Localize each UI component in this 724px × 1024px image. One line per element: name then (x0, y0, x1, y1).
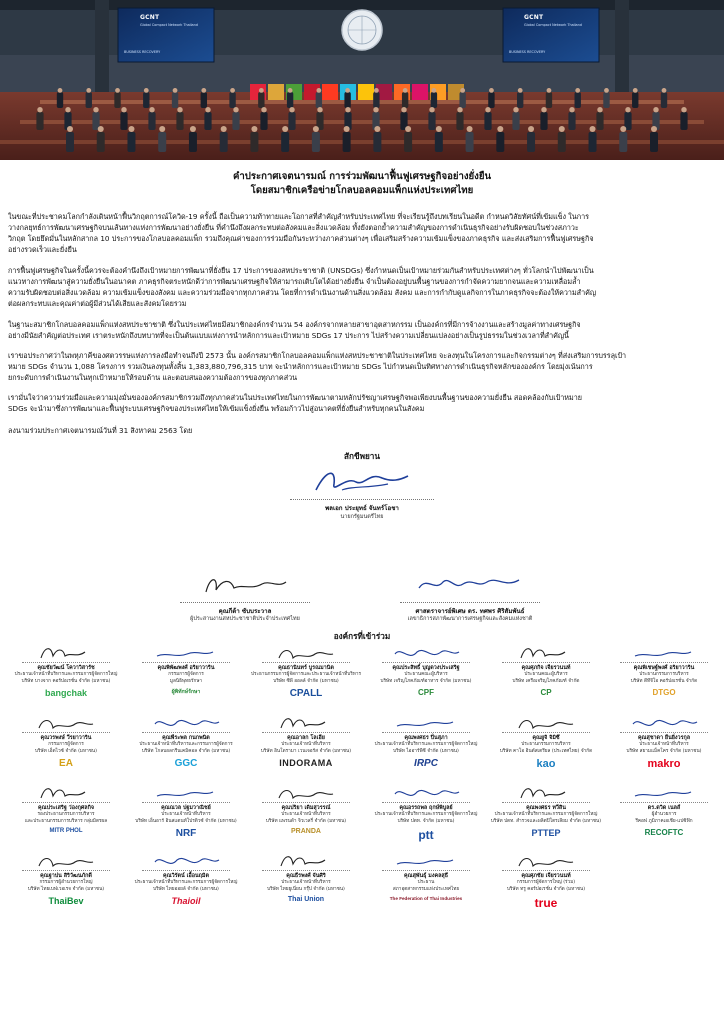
paragraph-line: เรามั่นใจว่าความร่วมมือและความมุ่งมั่นขององค์กรสมาชิกรวมถึงทุกภาคส่วนในประเทศไทยในการพัฒนาตามหลักปรัชญาเศรษฐกิจพอเพียงบนพื้นฐานของความยั่งยืน สอดคล้องกับเป้าหมาย (8, 393, 583, 402)
attendee-figure (127, 126, 135, 152)
signature-line (502, 732, 590, 733)
signature (629, 642, 699, 662)
signatory-name: ดร.ดวิด เนลส์ (647, 805, 681, 811)
attendee-figure (650, 126, 658, 152)
signatory-organization: บริษัท อินโดรามา เวนเจอร์ส จำกัด (มหาชน) (260, 748, 352, 754)
signatory-role: ประธานเจ้าหน้าที่บริหาร (281, 742, 331, 747)
signature-line (502, 802, 590, 803)
signatory-role: ประธานเจ้าหน้าที่บริหาร (161, 812, 211, 817)
witness-right-name: ศาสตราจารย์พิเศษ ดร. ทศพร ศิริสัมพันธ์ (415, 608, 525, 615)
attendee-figure (527, 126, 535, 152)
attendee-figure (281, 126, 289, 152)
signatory-organization: บริษัท ไทยเบฟเวอเรจ จำกัด (มหาชน) (27, 886, 105, 892)
screen-right-subtitle: Global Compact Network Thailand (524, 23, 582, 27)
signature (391, 782, 461, 802)
attendee-figure (176, 107, 183, 130)
paragraph-5 (8, 392, 718, 414)
attendee-figure (632, 88, 638, 108)
signatory-cell (366, 642, 486, 697)
signature-line (262, 662, 350, 663)
signatory-cell (366, 782, 486, 842)
signature-line (502, 662, 590, 663)
paragraph-line: หมาย SDGs จำนวน 1,088 โครงการ รวมเงินลงทุนทั้งสิ้น 1,383,880,796,315 บาท จะนำหลักการและเป้าหมาย SDGs ไปกำหนดเป็นทิศทางการดำเนินธุรกิจหลักขององค์กร โดยมุ่งเน้นการ (8, 362, 593, 371)
attendee-figure (517, 88, 523, 108)
attendee-figure (589, 126, 597, 152)
attendee-figure (288, 107, 295, 130)
signature (511, 712, 581, 732)
signature-line (382, 870, 470, 871)
signatory-cell (126, 642, 246, 696)
signature (271, 642, 341, 662)
attendee-figure (316, 88, 322, 108)
signatory-name: คุณอาลก โลเฮีย (287, 735, 325, 741)
witness-left-name: คุณกีต้า ซับบระวาล (218, 608, 272, 615)
attendee-figure (250, 126, 258, 152)
signatory-cell (6, 642, 126, 698)
attendee-figure (204, 107, 211, 130)
attendee-figure (428, 107, 435, 130)
company-logo: bangchak (44, 688, 87, 699)
company-logo: CPALL (289, 688, 323, 700)
signatory-role: ประธานเจ้าหน้าที่บริหารและกรรมการผู้จัดการใหญ่ (494, 812, 598, 817)
signatory-organization: รีคอฟ ภูมิภาคเอเชีย-แปซิฟิก (635, 818, 693, 824)
signature-line (22, 732, 110, 733)
signature-line (142, 662, 230, 663)
attendee-figure (114, 88, 120, 108)
signatory-cell (486, 782, 606, 838)
company-logo: DTGO (652, 688, 676, 698)
attendee-figure (661, 88, 667, 108)
paragraph-line: วางกลยุทธ์การพัฒนาเศรษฐกิจบนเส้นทางแห่งการพัฒนาอย่างยั่งยืน ที่คำนึงถึงผลกระทบต่อสังคมและสิ่งแวดล้อม ทั้งยังตอกย้ำความสำคัญของการดำเนินธุรกิจอย่างรับผิดชอบในช่วงสภาวะ (8, 223, 579, 232)
signatory-name: คุณชัยวัฒน์ โควาวิสารัช (37, 665, 95, 671)
company-logo: ptt (418, 828, 434, 843)
attendee-figure (488, 88, 494, 108)
signatory-organization: บริษัท ซีพี ออลล์ จำกัด (มหาชน) (273, 678, 339, 684)
signatory-role: ประธานคณะผู้บริหาร (524, 672, 568, 677)
signatory-cell (6, 850, 126, 906)
pm-name: พลเอก ประยุทธ์ จันทร์โอชา (325, 505, 399, 512)
signatory-role: ประธานเจ้าหน้าที่บริหารและกรรมการผู้จัดการใหญ่ (14, 672, 118, 677)
attendee-figure (172, 88, 178, 108)
signatory-name: คุณศุภกิจ เจียรวนนท์ (521, 665, 571, 671)
attendee-figure (66, 126, 74, 152)
signature (511, 850, 581, 870)
attendee-figure (373, 88, 379, 108)
signature (629, 782, 699, 802)
pm-role: นายกรัฐมนตรีไทย (340, 514, 384, 520)
company-logo: ThaiBev (48, 896, 84, 907)
signatory-cell (366, 712, 486, 769)
attendee-figure (201, 88, 207, 108)
signature-line (400, 602, 540, 603)
signatory-name: คุณธีรพงศ์ จันศิริ (286, 873, 326, 879)
signatory-organization: บริษัท เจริญโภคภัณฑ์อาหาร จำกัด (มหาชน) (380, 678, 472, 684)
screen-right-event: BUSINESS RECOVERY (509, 50, 546, 54)
signature-line (22, 870, 110, 871)
signatory-role: ประธานเจ้าหน้าที่บริหารและกรรมการผู้จัดการใหญ่ (374, 812, 478, 817)
pm-signature (312, 464, 412, 498)
attendee-figure (558, 126, 566, 152)
signatory-name: คุณฐาปน สิริวัฒนภักดี (40, 873, 92, 879)
witness-right-signature (415, 570, 525, 600)
attendee-figure (373, 126, 381, 152)
witness-right-role: เลขาธิการสภาพัฒนาการเศรษฐกิจและสังคมแห่งชาติ (407, 616, 533, 622)
paragraph-1 (8, 211, 718, 255)
signatory-cell (6, 712, 126, 769)
signatory-organization: บริษัท ปตท. สำรวจและผลิตปิโตรเลียม จำกัด (มหาชน) (490, 818, 602, 824)
signatory-organization: บริษัท ดีทีจีโอ คอร์ปอเรชั่น จำกัด (630, 678, 698, 684)
attendee-figure (540, 107, 547, 130)
attendee-figure (459, 88, 465, 108)
signature-line (22, 802, 110, 803)
signatory-role: ประธานเจ้าหน้าที่บริหาร (281, 812, 331, 817)
signatory-role: ประธานเจ้าหน้าที่บริหารและกรรมการผู้จัดการใหญ่ (134, 880, 238, 885)
signatory-name: คุณณวล ปฐมวาณิชย์ (161, 805, 211, 811)
paragraph-4 (8, 350, 718, 383)
signatory-name: คุณสุชาดา ยืนยิ่งวรกุล (637, 735, 691, 741)
signature-line (382, 732, 470, 733)
signatory-cell (126, 782, 246, 839)
signatory-name: คุณประสิทธิ์ บุญดวงประเสริฐ (392, 665, 460, 671)
signatory-name: คุณพิเชษฐ์พงศ์ อริยาวาริน (633, 665, 695, 671)
signatory-organization: บริษัท ไออาร์พีซี จำกัด (มหาชน) (393, 748, 459, 754)
signatory-organization: บริษัท เอ็ดไวซ์ จำกัด (มหาชน) (35, 748, 97, 754)
signatory-role: กรรมการผู้จัดการ (48, 742, 84, 747)
signatory-organization: บริษัท เอ็นอาร์ อินสแตนท์โปรดิวซ์ จำกัด (มหาชน) (135, 818, 237, 824)
attendee-figure (287, 88, 293, 108)
signatory-role: ประธาน (417, 880, 435, 885)
signatory-name: คุณธานินทร์ บูรณมานิต (278, 665, 334, 671)
attendee-figure (229, 88, 235, 108)
attendee-figure (189, 126, 197, 152)
signature (511, 782, 581, 802)
signatory-role: ประธานกรรมการบริหาร (639, 672, 689, 677)
company-logo: CPF (418, 688, 434, 698)
attendee-figure (596, 107, 603, 130)
signatory-cell (246, 712, 366, 768)
screen-left-event: BUSINESS RECOVERY (124, 50, 161, 54)
signatory-role: กรรมการผู้อำนวยการใหญ่ (39, 880, 93, 885)
signature (271, 850, 341, 870)
signatory-organization: บริษัท บางจาก คอร์ปอเรชั่น จำกัด (มหาชน) (21, 678, 111, 684)
signatory-organization: บริษัท ไทยออยล์ จำกัด (มหาชน) (153, 886, 219, 892)
signatory-organization: บริษัท ไทยยูเนี่ยน กรุ๊ป จำกัด (มหาชน) (267, 886, 345, 892)
signatory-cell (246, 850, 366, 903)
signatory-role: รองประธานกรรมการบริหาร (37, 812, 95, 817)
company-logo: Thaioil (171, 896, 201, 907)
signatory-role: ประธานกรรมการบริหาร (521, 742, 571, 747)
participating-orgs-label: องค์กรที่เข้าร่วม (333, 631, 391, 641)
attendee-figure (435, 126, 443, 152)
attendee-figure (120, 107, 127, 130)
attendee-figure (456, 107, 463, 130)
signature (391, 712, 461, 732)
signature-line (620, 802, 708, 803)
attendee-figure (546, 88, 552, 108)
paragraph-line: ความรับผิดชอบต่อสิ่งแวดล้อม ความเข้มแข็งของสังคม และความร่วมมือจากทุกภาคส่วน โดยที่การดำเนินงานด้านสิ่งแวดล้อม สังคม และการกำกับดูแลกิจการในภาคธุรกิจจะต้องให้ความสำคัญ (8, 288, 597, 297)
signature-line (22, 662, 110, 663)
signature-line (262, 870, 350, 871)
company-logo: makro (647, 758, 681, 771)
paragraph-line: SDGs จะนำมาซึ่งการพัฒนาและฟื้นฟูระบบเศรษฐกิจของประเทศไทยให้เข้มแข็งยั่งยืน พร้อมก้าวไปสู่อนาคตที่ยั่งยืนสำหรับทุกคนในสังคม (8, 404, 425, 413)
signature (511, 642, 581, 662)
paragraph-line: แนวทางการพัฒนาสู่ความยั่งยืนในอนาคต ภาคธุรกิจตระหนักดีว่าการพัฒนาเศรษฐกิจให้สามารถเติบโตได้อย่างยั่งยืน จำเป็นต้องอยู่บนพื้นฐานของการกำจัดความยากจนและความเหลื่อมล้ำ (8, 277, 581, 286)
paragraph-line: ลงนามร่วมประกาศเจตนารมณ์วันที่ 31 สิงหาคม 2563 โดย (8, 426, 193, 435)
witness-left-signature (200, 572, 290, 600)
signatory-organization: บริษัท ปตท. จำกัด (มหาชน) (397, 818, 455, 824)
company-logo: CP (540, 688, 552, 698)
attendee-figure (603, 88, 609, 108)
signature (391, 642, 461, 662)
signatory-name: คุณพีระพล กนกพนิต (162, 735, 210, 741)
paragraph-line: อย่างรวดเร็วและยั่งยืน (8, 245, 77, 254)
company-logo: EA (59, 758, 73, 770)
signature-line (180, 602, 310, 603)
signatory-cell (486, 642, 606, 697)
signing-date-line (8, 425, 718, 436)
signatory-name: คุณพงศธร ปิ่นสุภา (404, 735, 448, 741)
company-logo: NRF (175, 828, 197, 840)
signature (31, 850, 101, 870)
paragraph-line: เราขอประกาศว่าในพหุภาคีของศตวรรษแห่งการลงมือทำจนถึงปี 2573 นั้น องค์กรสมาชิกโกลบอลคอมแพ็กแห่งสหประชาชาติในประเทศไทย จะลงทุนในโครงการและกิจกรรมต่างๆ ที่ส่งเสริมการบรรลุเป้า (8, 351, 627, 360)
company-logo: true (534, 896, 558, 911)
signatory-role: ประธานเจ้าหน้าที่บริหารและกรรมการผู้จัดการ (139, 742, 233, 747)
attendee-figure (575, 88, 581, 108)
signatory-organization: บริษัท คาโอ อินดัสเตรียล (ประเทศไทย) จำกัด (499, 748, 593, 754)
signatory-cell (366, 850, 486, 901)
company-logo: Thai Union (287, 896, 325, 904)
paragraph-line: ต่อผลกระทบและคุณค่าต่อผู้มีส่วนได้เสียและสังคมโดยรวม (8, 299, 187, 308)
signatory-name: คุณปริยา เดิมสุวรรณ์ (281, 805, 331, 811)
attendee-figure (680, 107, 687, 130)
attendee-figure (312, 126, 320, 152)
signatory-cell (486, 850, 606, 910)
signatory-role: ประธานเจ้าหน้าที่บริหาร (281, 880, 331, 885)
attendee-figure (143, 88, 149, 108)
company-logo: MITR PHOL (49, 828, 83, 835)
paragraph-2 (8, 265, 718, 309)
signatory-name: คุณสุพันธุ์ มงคลสุธี (404, 873, 448, 879)
signatory-role: ประธานคณะผู้บริหาร (404, 672, 448, 677)
attendee-figure (158, 126, 166, 152)
signatory-name: คุณศุภชัย เจียรวนนท์ (521, 873, 571, 879)
signature-line (382, 802, 470, 803)
signature-line (262, 802, 350, 803)
signatory-organization: บริษัท เครือเจริญโภคภัณฑ์ จำกัด (512, 678, 580, 684)
screen-right-title: GCNT (524, 14, 544, 21)
signature-line (620, 732, 708, 733)
signatory-role: ผู้อำนวยการ (651, 812, 677, 817)
signature (31, 782, 101, 802)
signatory-organization: สภาอุตสาหกรรมแห่งประเทศไทย (392, 886, 460, 892)
witness-label: สักขีพยาน (344, 451, 380, 461)
signature-line (382, 662, 470, 663)
signature-line (502, 870, 590, 871)
attendee-figure (404, 126, 412, 152)
attendee-figure (97, 126, 105, 152)
signature-line (142, 732, 230, 733)
attendee-figure (402, 88, 408, 108)
signatory-cell (246, 642, 366, 699)
signatory-organization: บริษัท สยามแม็คโคร จำกัด (มหาชน) (626, 748, 702, 754)
attendee-figure (466, 126, 474, 152)
signature (391, 850, 461, 870)
attendee-figure (568, 107, 575, 130)
company-logo: kao (536, 758, 556, 771)
attendee-figure (344, 88, 350, 108)
signature-line (142, 802, 230, 803)
attendee-figure (619, 126, 627, 152)
company-logo: The Federation of Thai Industries (389, 896, 463, 902)
signatory-name: คุณประเสริฐ ว่องกุศลกิจ (37, 805, 94, 811)
signature (151, 850, 221, 870)
signature (31, 642, 101, 662)
signature-line (620, 662, 708, 663)
attendee-figure (92, 107, 99, 130)
attendee-figure (496, 126, 504, 152)
signature-line (142, 870, 230, 871)
signatory-organization: บริษัท ทรู คอร์ปอเรชั่น จำกัด (มหาชน) (506, 886, 586, 892)
signatory-name: คุณยูจิ จิมิซึ (532, 735, 560, 741)
company-logo: PRANDA (291, 828, 321, 836)
document-title-line2: โดยสมาชิกเครือข่ายโกลบอลคอมแพ็กแห่งประเทศไทย (250, 185, 474, 196)
attendee-figure (232, 107, 239, 130)
paragraph-line: การฟื้นฟูเศรษฐกิจในครั้งนี้ควรจะต้องคำนึงถึงเป้าหมายการพัฒนาที่ยั่งยืน 17 ประการของสหประชาชาติ (UNSDGs) ซึ่งกำหนดเป็นเป้าหมายร่วมกันสำหรับประเทศต่างๆ ทั่วโลกนำไปพัฒนาเป็น (8, 266, 594, 275)
paragraph-line: ยกระดับการดำเนินงานในทุกเป้าหมายให้รอบด้าน และตอบสนองความต้องการของทุกภาคส่วน (8, 373, 298, 382)
document-title-line1: คำประกาศเจตนารมณ์ การร่วมพัฒนาฟื้นฟูเศรษฐกิจอย่างยั่งยืน (232, 171, 492, 182)
signatory-role: ประธานเจ้าหน้าที่บริหาร (639, 742, 689, 747)
paragraph-line: วิกฤต โดยยึดมั่นในหลักสากล 10 ประการของโกลบอลคอมแพ็ก รวมถึงคุณค่าของการร่วมมือกันระหว่างภาคส่วนต่างๆ เพื่อเสริมสร้างความเข้มแข็งของภาคธุรกิจ และส่งเสริมการฟื้นฟูเศรษฐกิจ (8, 234, 594, 243)
company-logo: PTTEP (531, 828, 561, 839)
attendees-group (0, 0, 724, 160)
paragraph-line: อย่างมีนัยสำคัญต่อประเทศ เราตระหนักถึงบทบาทที่จะเป็นต้นแบบแห่งการนำหลักการและเป้าหมาย SDGs 17 ประการ ไปสร้างความเปลี่ยนแปลงอย่างเป็นรูปธรรมในช่วงเวลาที่สำคัญนี้ (8, 331, 569, 340)
attendee-figure (260, 107, 267, 130)
signatory-name: คุณวิรัตน์ เอื้อนฤมิต (163, 873, 209, 879)
signatory-cell (604, 782, 724, 837)
screen-left-title: GCNT (140, 14, 160, 21)
signatory-cell (486, 712, 606, 770)
attendee-figure (624, 107, 631, 130)
signatory-name: คุณอรรถพล ฤกษ์พิบูลย์ (399, 805, 453, 811)
signatory-role: กรรมการผู้จัดการ (168, 672, 204, 677)
signatory-name: คุณวรพงษ์ วีรยาวาริน (40, 735, 92, 741)
attendee-figure (512, 107, 519, 130)
paragraph-line: ในขณะที่ประชาคมโลกกำลังเดินหน้าฟื้นวิกฤตการณ์โควิด-19 ครั้งนี้ ถือเป็นความท้าทายและโอกาสที่สำคัญสำหรับประเทศไทย ที่จะเรียนรู้ถึงบทเรียนในอดีต กำหนดวิสัยทัศน์ที่เข้มแข็ง ในการ (8, 212, 589, 221)
attendee-figure (36, 107, 43, 130)
signature (151, 782, 221, 802)
witness-left-role: ผู้ประสานงานสหประชาชาติประจำประเทศไทย (190, 616, 300, 622)
attendee-figure (258, 88, 264, 108)
signatory-organization: บริษัท โกลบอลกรีนเคมิคอล จำกัด (มหาชน) (141, 748, 231, 754)
company-logo: ผู้พิทักษ์รักษา (171, 689, 201, 696)
signatory-cell (6, 782, 126, 834)
signatory-cell (604, 642, 724, 697)
company-logo: INDORAMA (279, 758, 333, 769)
attendee-figure (86, 88, 92, 108)
attendee-figure (484, 107, 491, 130)
signatory-cell (246, 782, 366, 835)
signature (271, 782, 341, 802)
event-photo (0, 0, 724, 160)
signature (31, 712, 101, 732)
signature-line (262, 732, 350, 733)
signatory-name: คุณพงศธร ทวีสิน (526, 805, 566, 811)
attendee-figure (220, 126, 228, 152)
paragraph-3 (8, 319, 718, 341)
company-logo: RECOFTC (644, 828, 684, 838)
signature-line (290, 499, 434, 500)
signatory-role: ประธานเจ้าหน้าที่บริหารและกรรมการผู้จัดการใหญ่ (374, 742, 478, 747)
signatory-role: กรรมการผู้จัดการใหญ่ (ร่วม) (516, 880, 576, 885)
signatory-organization: มูลนิธิพุทธรักษา (169, 678, 203, 684)
signatory-organization: บริษัท แพรนด้า จิวเวลรี่ จำกัด (มหาชน) (265, 818, 347, 824)
signatory-role: ประธานกรรมการผู้จัดการและประธานเจ้าหน้าที่บริหาร (250, 672, 362, 677)
attendee-figure (431, 88, 437, 108)
company-logo: GGC (174, 758, 198, 770)
company-logo: IRPC (414, 758, 438, 770)
signatory-organization: และประธานกรรมการบริหาร กลุ่มมิตรผล (24, 818, 108, 824)
signatory-cell (126, 850, 246, 906)
signature (151, 712, 221, 732)
signatory-cell (126, 712, 246, 769)
signatory-name: คุณพิพัฒพงศ์ อริยาวาริน (157, 665, 215, 671)
attendee-figure (57, 88, 63, 108)
signature (151, 642, 221, 662)
paragraph-line: ในฐานะสมาชิกโกลบอลคอมแพ็กแห่งสหประชาชาติ ซึ่งในประเทศไทยมีสมาชิกองค์กรจำนวน 54 องค์กรจากหลายสาขาอุตสาหกรรม เป็นองค์กรที่มีการจ้างงานและสร้างมูลค่าทางเศรษฐกิจ (8, 320, 581, 329)
signatory-cell (604, 712, 724, 770)
signature (629, 712, 699, 732)
attendee-figure (148, 107, 155, 130)
signature (271, 712, 341, 732)
attendee-figure (343, 126, 351, 152)
screen-left-subtitle: Global Compact Network Thailand (140, 23, 198, 27)
